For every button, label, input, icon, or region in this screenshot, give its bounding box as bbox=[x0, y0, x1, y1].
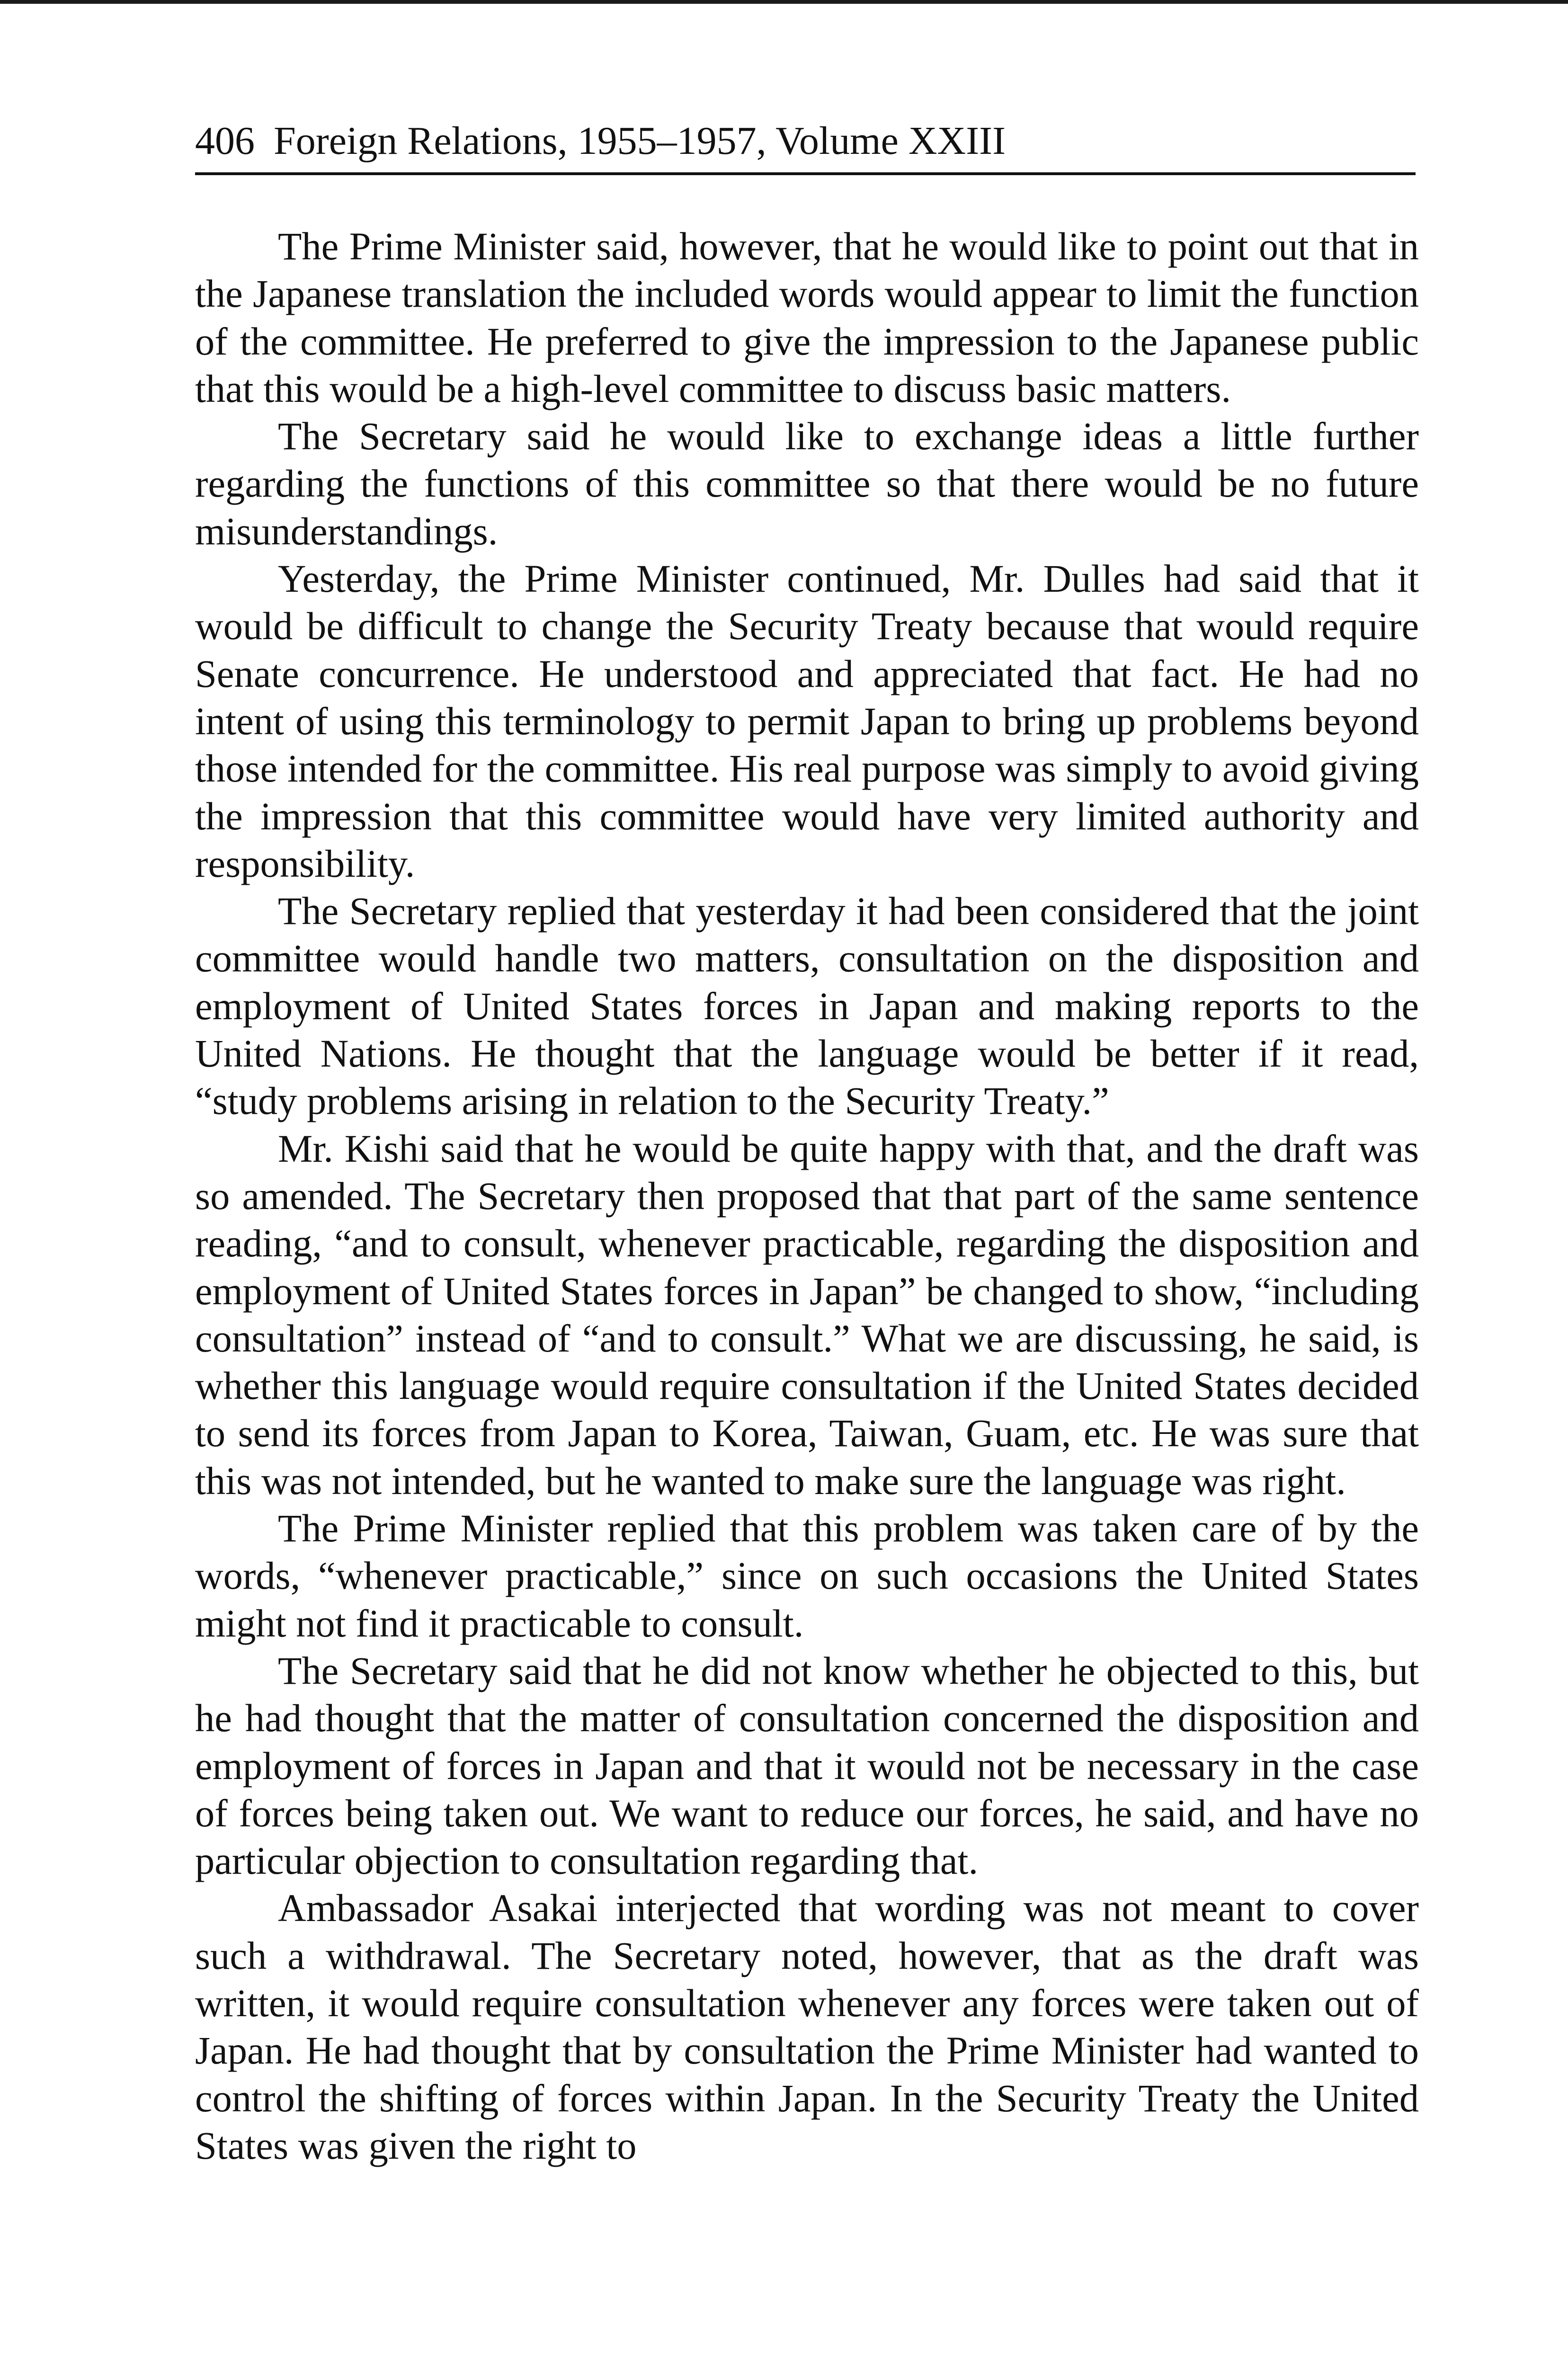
page-number: 406 bbox=[195, 119, 255, 163]
paragraph: Ambassador Asakai interjected that wording was not meant to cover such a withdrawal. The Secretary noted, however, that as the draft was written, it would require consultation whenever any forces were taken out of Japan. He had thought that by consultation the Prime Minister had wanted to control the shifting of forces within Japan. In the Security Treaty the United States was given the right to bbox=[195, 1886, 1419, 2167]
paragraph: Mr. Kishi said that he would be quite happy with that, and the draft was so amended. The Secretary then proposed that that part of the same sentence reading, “and to consult, whenever practicable, regarding the disposition and employment of United States forces in Japan” be changed to show, “including consultation” instead of “and to consult.” What we are discussing, he said, is whether this language would require consultation if the United States decided to send its forces from Japan to Korea, Taiwan, Guam, etc. He was sure that this was not intended, but he wanted to make sure the language was right. bbox=[195, 1126, 1419, 1503]
paragraph: Yesterday, the Prime Minister continued, Mr. Dulles had said that it would be difficult to change the Security Treaty because that would require Senate concurrence. He understood and appreciated that fact. He had no intent of using this terminology to permit Japan to bring up problems beyond those intended for the committee. His real purpose was simply to avoid giving the impression that this committee would have very limited authority and responsibility. bbox=[195, 557, 1419, 885]
running-head bbox=[195, 114, 1416, 175]
body-text bbox=[195, 222, 1419, 2169]
paragraph: The Secretary said he would like to exchange ideas a little further regarding the functions of this committee so that there would be no future misunderstandings. bbox=[195, 414, 1419, 553]
paragraph: The Prime Minister replied that this problem was taken care of by the words, “whenever practicable,” since on such occasions the United States might not find it practicable to consult. bbox=[195, 1506, 1419, 1645]
scan-top-edge bbox=[0, 0, 1568, 4]
paragraph: The Secretary replied that yesterday it had been considered that the joint committee would handle two matters, consultation on the disposition and employment of United States forces in Japan and making reports to the United Nations. He thought that the language would be better if it read, “study problems arising in relation to the Security Treaty.” bbox=[195, 889, 1419, 1123]
paragraph: The Secretary said that he did not know whether he objected to this, but he had thought that the matter of consultation concerned the disposition and employment of forces in Japan and that it would not be necessary in the case of forces being taken out. We want to reduce our forces, he said, and have no particular objection to consultation regarding that. bbox=[195, 1648, 1419, 1883]
paragraph: The Prime Minister said, however, that he would like to point out that in the Japanese translation the included words would appear to limit the function of the committee. He preferred to give the impression to the Japanese public that this would be a high-level committee to discuss basic matters. bbox=[195, 224, 1419, 410]
running-title: Foreign Relations, 1955–1957, Volume XXIII bbox=[274, 119, 1006, 163]
